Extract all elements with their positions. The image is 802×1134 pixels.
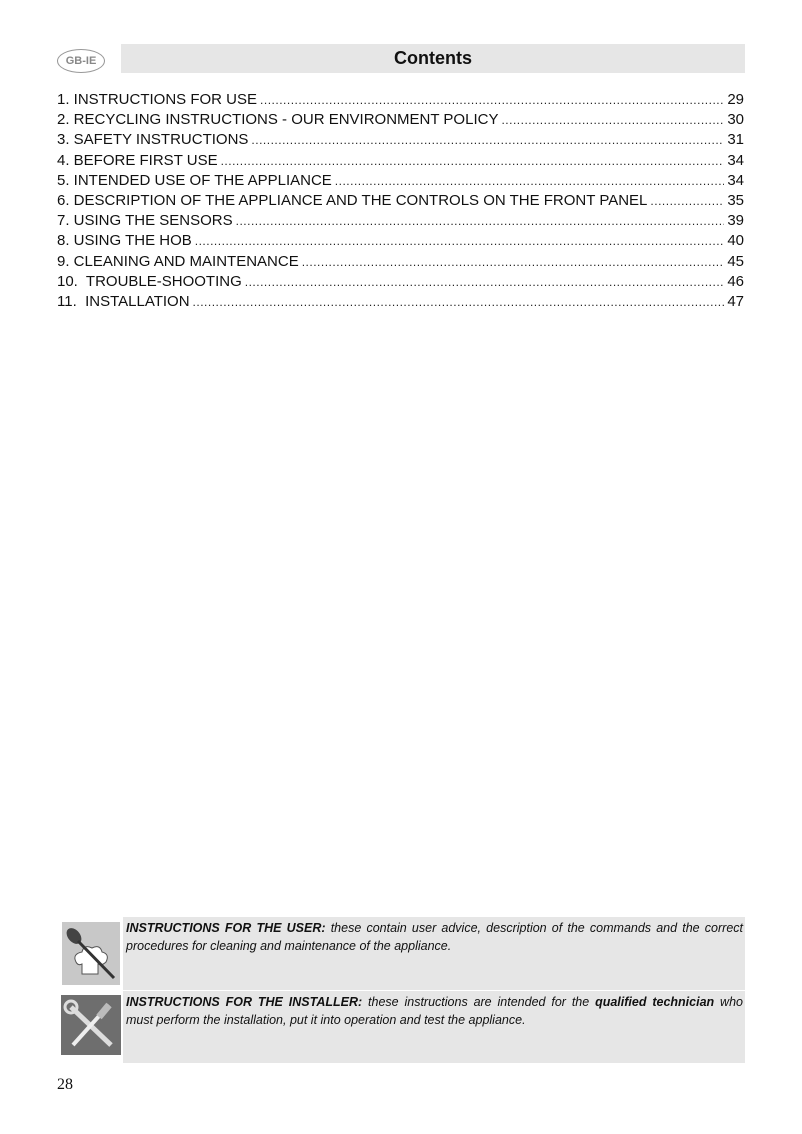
toc-entry-label: 6. DESCRIPTION OF THE APPLIANCE AND THE CONTROLS ON THE FRONT PANEL [57, 191, 648, 209]
toc-entry[interactable] [57, 232, 744, 252]
dot-leader [251, 133, 724, 147]
toc-entry-page: 30 [727, 111, 744, 129]
toc-entry-page: 29 [727, 91, 744, 108]
toc-entry-label: 5. INTENDED USE OF THE APPLIANCE [57, 171, 332, 189]
toc-entry-page: 35 [727, 191, 744, 209]
user-note-heading: INSTRUCTIONS FOR THE USER: [126, 921, 326, 935]
toc-entry[interactable] [57, 152, 744, 172]
toc-entry-page: 45 [727, 252, 744, 270]
dot-leader [650, 194, 724, 208]
toc-entry-label: 3. SAFETY INSTRUCTIONS [57, 131, 249, 149]
toc-entry[interactable] [57, 293, 744, 313]
toc-entry-label: 1. INSTRUCTIONS FOR USE [57, 91, 258, 108]
toc-entry[interactable] [57, 273, 744, 293]
toc-entry-page: 40 [727, 232, 744, 250]
toc-entry[interactable] [57, 91, 744, 111]
dot-leader [236, 214, 725, 228]
toc-entry[interactable] [57, 172, 744, 192]
toc-entry[interactable] [57, 212, 744, 232]
toc-entry[interactable] [57, 192, 744, 212]
page-title: Contents [121, 44, 745, 73]
installer-note-text: these instructions are intended for the [362, 995, 596, 1009]
table-of-contents [57, 91, 744, 313]
toc-entry-page: 39 [727, 212, 744, 230]
dot-leader [302, 255, 725, 269]
dot-leader [501, 113, 724, 127]
installer-instructions-note [123, 991, 745, 1063]
toc-entry-page: 31 [727, 131, 744, 149]
dot-leader [260, 93, 724, 107]
toc-entry-page: 34 [727, 151, 744, 169]
toc-entry[interactable] [57, 111, 744, 131]
dot-leader [195, 234, 725, 248]
toc-entry-label: 4. BEFORE FIRST USE [57, 151, 218, 169]
dot-leader [221, 154, 725, 168]
wrench-screwdriver-icon [61, 995, 121, 1055]
toc-entry-page: 46 [727, 272, 744, 290]
spoon-chef-hat-icon [62, 922, 120, 985]
page-number: 28 [57, 1076, 73, 1093]
toc-entry-label: 11. INSTALLATION [57, 292, 190, 310]
language-badge: GB-IE [57, 49, 105, 73]
toc-entry-label: 10. TROUBLE-SHOOTING [57, 272, 242, 290]
toc-entry-label: 7. USING THE SENSORS [57, 212, 233, 230]
dot-leader [193, 295, 725, 309]
installer-note-text2: who must perform the installation, put it into operation and test the appliance. [126, 995, 743, 1027]
toc-entry-label: 2. RECYCLING INSTRUCTIONS - OUR ENVIRONMENT POLICY [57, 111, 499, 129]
toc-entry[interactable] [57, 253, 744, 273]
toc-entry-page: 34 [727, 171, 744, 189]
dot-leader [335, 174, 725, 188]
dot-leader [245, 275, 725, 289]
user-instructions-note [123, 917, 745, 990]
user-note-text: these contain user advice, description of the commands and the correct procedures for cleaning and maintenance of the appliance. [126, 921, 743, 953]
installer-note-bold: qualified technician [595, 995, 715, 1009]
toc-entry-label: 8. USING THE HOB [57, 232, 192, 250]
toc-entry-label: 9. CLEANING AND MAINTENANCE [57, 252, 299, 270]
toc-entry[interactable] [57, 131, 744, 151]
toc-entry-page: 47 [727, 292, 744, 310]
installer-note-heading: INSTRUCTIONS FOR THE INSTALLER: [126, 995, 363, 1009]
